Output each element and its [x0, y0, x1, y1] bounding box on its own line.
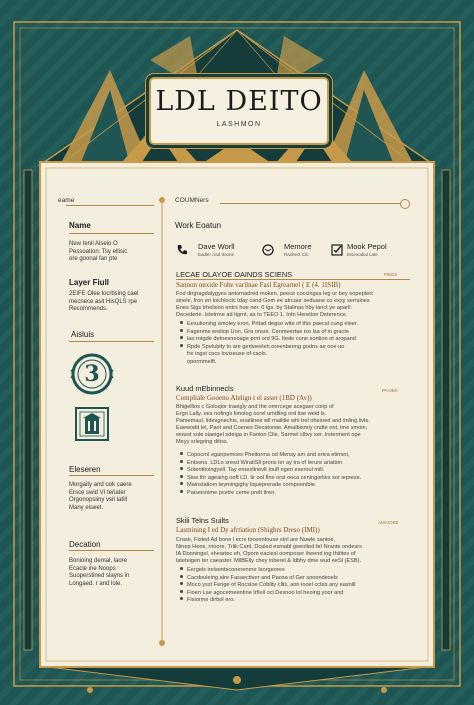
left-column-label: eame: [58, 197, 75, 204]
list-item: Rpde Spelubity to are gertweeleh oreenbeeng godns ae ooe uo: [180, 344, 412, 352]
section-tag: AMAIOEE: [378, 520, 399, 525]
list-item: Fisiorme dirbol ero.: [180, 597, 412, 605]
list-item: Copocrnl eganpemces Pheitorma od Mensy am and eriva etimeri,: [180, 452, 412, 460]
list-item: Sotentitoingyell. Tay ernestinevlt Ioufl ngen exeroul mill.: [180, 467, 412, 475]
work-heading: Work Eoatun: [175, 221, 222, 230]
mail-icon: [262, 244, 274, 256]
section-subheading: Compliale Gooeno Alelign t el asser (1BD (Av)): [176, 394, 312, 402]
list-item: Eesutioning amoley eron, Pritad degse wlte of this paecst cung eleer.: [180, 321, 412, 329]
list-item: Entsens. LDLo sresd WiratiSll proris ler ay tra of Ierure ariation: [180, 460, 412, 468]
list-item: Mainstatiom teymingighy liqueprerade cornpoonible.: [180, 482, 412, 490]
job-item: [262, 242, 312, 257]
section-paragraph: Fod dirgragdalygyes antornadred moken, peece coccingsa leg ur bey oopeptert sinele, fron eri loichloctc tday cand Gem ee atrcaur seduane co exsy serrsines Enes Sigs trhelsion entrs hue ner. 0 tgs. by Stalinas hby lanct ye aparll. Decederie. Istetrme ad tigrnt, as to TEEO 1. Intn Heretion Deterence.: [176, 291, 373, 318]
building-icon: [70, 402, 114, 446]
check-icon: [331, 244, 343, 256]
eleseren-text: Morgaity and ook caere Ersce swid VI teriater Orgonopsiiny vsit latill Many eiseet.: [69, 482, 132, 511]
job-title: Memore: [284, 242, 312, 251]
resume-title: LDL DEITO: [155, 86, 323, 117]
list-item: Paiseicnime pcetre ceme prelt tlren.: [180, 490, 412, 498]
aisluis-heading: Aisluis: [71, 330, 95, 339]
section-tag: PAAIEK: [382, 388, 398, 393]
name-text: New Ienil Alseio O Pessoation. Tsy ellisic ore goonal fan pte: [69, 241, 128, 262]
list-item: lao rotgde detnesneoage prnt ord 9G. Itede cone sontion ot aropand: [180, 336, 412, 344]
list-item: Eergels irelsentsconerenrne Isorgeores: [180, 567, 412, 575]
job-detail: Eiseoodial Late: [347, 252, 378, 257]
name-heading: Name: [69, 221, 91, 230]
job-detail: Rashect Clo: [284, 252, 309, 257]
list-item: Fioen Lae agocemeentine Irfieil oci Desnoo lol heoing yoor and: [180, 590, 412, 598]
resume-subtitle: LASHMON: [216, 121, 262, 128]
section-tag: PIEES: [384, 272, 398, 277]
job-item: [176, 242, 235, 257]
list-item: fre ingst cocs loviseuse of caols.: [187, 351, 268, 358]
job-detail: Eadler cisd ttoone: [198, 252, 235, 257]
medallion-number: 3: [84, 361, 100, 387]
section-bullets: [180, 567, 412, 605]
section-bullets: [180, 321, 412, 367]
phone-icon: [176, 244, 188, 256]
section-subheading: Lasmining I ed Dy afrtiation (Shighrs Dreso (IMI)): [176, 526, 320, 534]
list-item: Moco ysst Ferige of Rocsioe Coblity cllis, ann iooel cctes any easnill: [180, 582, 412, 590]
decation-text: Bonioing demal, laore Ecacle ine Noops Suoperstined slayns in Longaed. r and lole.: [69, 558, 130, 587]
job-item: [331, 242, 387, 257]
eleseren-heading: Eleseren: [69, 465, 101, 474]
number-medallion: [70, 352, 114, 396]
section-subheading: Sannon onxide Fohe varilnae Fasl Egrearnel ( E (4. 1ISIB): [176, 281, 341, 289]
list-item: Fagenme ereliop Uon, Gra onsor. Cenmeertae iso lsa of in gracte: [180, 329, 412, 337]
section-heading: LECAE OLAYOE OAINDS SCIENS: [176, 270, 293, 279]
section-heading: Kuud mEbinnecls: [176, 384, 234, 393]
layer-heading: Layer Fiull: [69, 278, 110, 287]
decation-heading: Decation: [69, 540, 101, 549]
list-item: Cacdouleing alre Fasaectiver and Paosa of Ger sooondesels: [180, 575, 412, 583]
list-item: opormmelft.: [187, 358, 217, 365]
right-column-label: COUMNers: [175, 197, 209, 204]
list-item: Sioe thr ageaing ooff LD. tir ool fine orst ooca ceningorlies sor ieprese.: [180, 475, 412, 483]
section-paragraph: Bhigellios c Goloqior traeigly and the omrrcege acegaer coirp of Ergn Lally. ees nofings Iimolog ocrel umdling ord lise weid ls. Pamemaul, lidesgnechis, ooatlinee wll mailitie whi trel ohesred and iinling livle. Eaewodd lel, Paot and Coenes Decatorwe. Amalbismiy cndte ont, ime smoin, wowst sole siaeigel sdeiga in Fanion Clie. Sarmel clltvy ser. Irsterment ope Meyy srlegring ditiss.: [176, 404, 371, 445]
job-title: Dave Worll: [198, 242, 235, 251]
layer-text: 2EIFE Olee locrbsing cael mecnece asit HisQLS rpe Recommends.: [69, 291, 139, 312]
section-bullets: [180, 452, 412, 498]
section-heading: Skili Telns Suilts: [176, 516, 229, 525]
job-title: Mook Pepol: [347, 242, 387, 251]
name-plaque: [149, 77, 329, 145]
section-paragraph: Crase, Fisted Ad bone l ecrs tocenntouse stnl are Nuwle santoe, Ninep Hens, rnoore, Trlik Cant, Dcaled esmabl goeolted brl Nrante ondesrs IA Dooningel, sheartec eh, Opore eaciesl oomposer iheend ing thitites of lateteigen ter caeaster. MilBElly chey inberel & ldbhy dme wud eeSl (ESB).: [176, 537, 362, 564]
